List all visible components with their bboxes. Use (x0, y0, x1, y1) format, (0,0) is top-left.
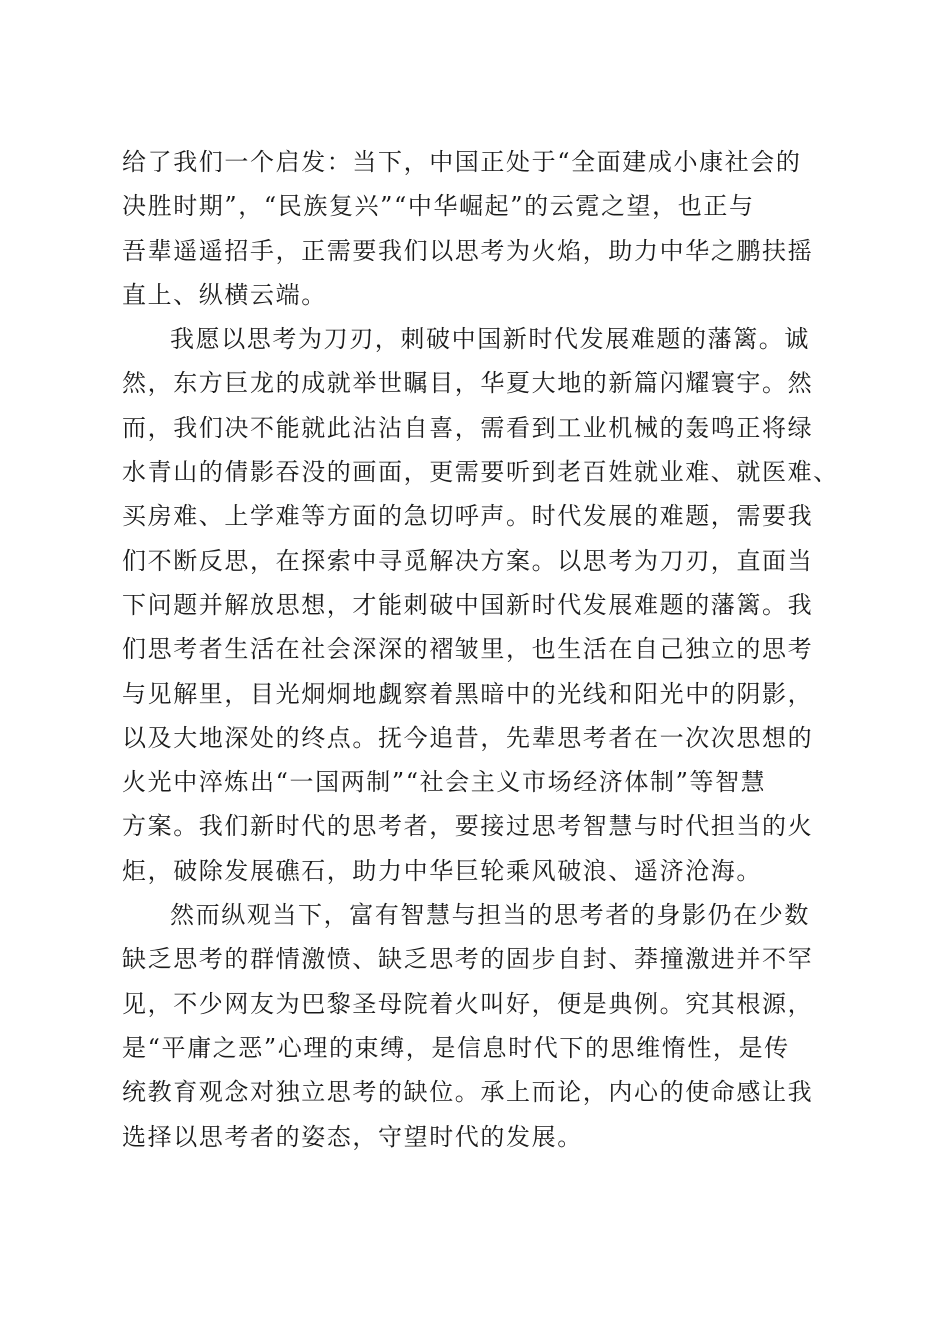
text-line: 见，不少网友为巴黎圣母院着火叫好，便是典例。究其根源， (122, 989, 814, 1018)
text-line: 决胜时期”，“民族复兴”“中华崛起”的云霓之望，也正与 (122, 192, 755, 221)
text-line: 们思考者生活在社会深深的褶皱里，也生活在自己独立的思考 (122, 635, 814, 664)
text-line: 火光中淬炼出“一国两制”“社会主义市场经济体制”等智慧 (122, 768, 767, 797)
text-line: 然，东方巨龙的成就举世瞩目，华夏大地的新篇闪耀寰宇。然 (122, 369, 814, 398)
text-line: 然而纵观当下，富有智慧与担当的思考者的身影仍在少数 (170, 901, 810, 930)
text-line: 而，我们决不能就此沾沾自喜，需看到工业机械的轰鸣正将绿 (122, 413, 814, 442)
text-line: 水青山的倩影吞没的画面，更需要听到老百姓就业难、就医难、 (122, 458, 839, 487)
text-line: 吾辈遥遥招手，正需要我们以思考为火焰，助力中华之鹏扶摇 (122, 236, 814, 265)
text-line: 统教育观念对独立思考的缺位。承上而论，内心的使命感让我 (122, 1078, 814, 1107)
paragraph-3 (122, 893, 842, 1159)
text-line: 与见解里，目光炯炯地觑察着黑暗中的光线和阳光中的阴影， (122, 679, 814, 708)
text-line: 下问题并解放思想，才能刺破中国新时代发展难题的藩篱。我 (122, 590, 814, 619)
text-line: 缺乏思考的群情激愤、缺乏思考的固步自封、莽撞激进并不罕 (122, 945, 814, 974)
text-line: 我愿以思考为刀刃，刺破中国新时代发展难题的藩篱。诚 (170, 325, 810, 354)
text-line: 以及大地深处的终点。抚今追昔，先辈思考者在一次次思想的 (122, 723, 814, 752)
text-line: 直上、纵横云端。 (122, 280, 327, 309)
paragraph-1 (122, 140, 842, 317)
text-line: 买房难、上学难等方面的急切呼声。时代发展的难题，需要我 (122, 502, 814, 531)
essay-body (122, 140, 842, 1159)
text-line: 方案。我们新时代的思考者，要接过思考智慧与时代担当的火 (122, 812, 814, 841)
text-line: 给了我们一个启发：当下，中国正处于“全面建成小康社会的 (122, 148, 802, 176)
text-line: 炬，破除发展礁石，助力中华巨轮乘风破浪、遥济沧海。 (122, 856, 762, 885)
text-line: 选择以思考者的姿态，守望时代的发展。 (122, 1122, 583, 1151)
text-line: 是“平庸之恶”心理的束缚，是信息时代下的思维惰性，是传 (122, 1033, 790, 1062)
paragraph-2 (122, 317, 842, 893)
text-line: 们不断反思，在探索中寻觅解决方案。以思考为刀刃，直面当 (122, 546, 814, 575)
